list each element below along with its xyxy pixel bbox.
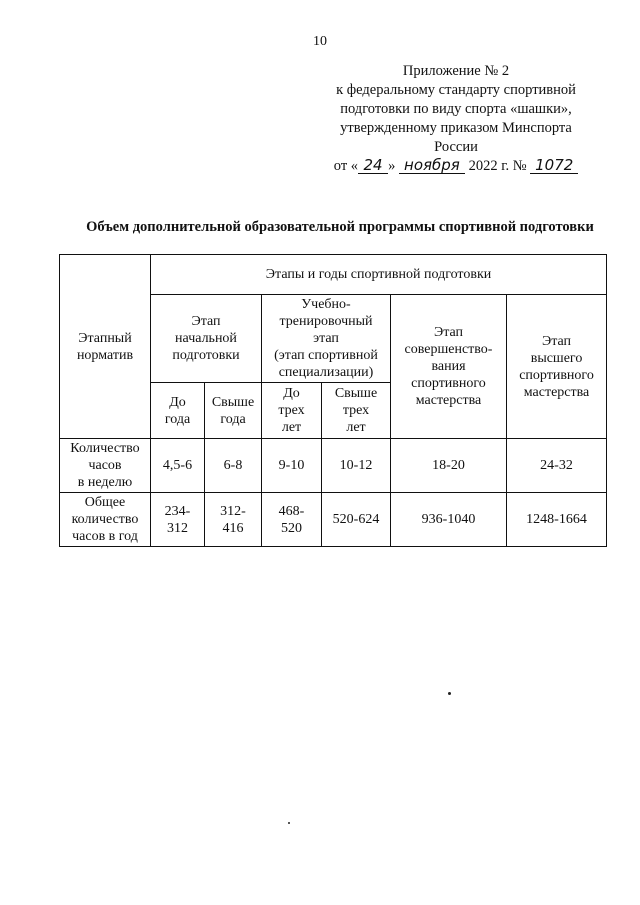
page-number: 10 [313,34,327,49]
volume-table [59,254,607,547]
order-prefix: от « [333,158,359,174]
appendix-title: Приложение № 2 [402,63,510,79]
table-cell: 936-1040 [391,493,507,547]
table-cell: 18-20 [391,439,507,493]
document-title: Объем дополнительной образовательной программы спортивной подготовки [86,219,594,235]
row-header-cell: Этапный норматив [60,255,151,439]
table-cell: 24-32 [507,439,607,493]
sub-initial-over-year: Свыше года [205,383,262,439]
appendix-line-4: России [434,139,478,155]
order-year: 2022 г. № [468,158,527,174]
sub-training-up-to-three: До трех лет [262,383,322,439]
order-mid: » [388,158,396,174]
group-header-cell: Этапы и годы спортивной подготовки [151,255,607,295]
order-day-handwritten: 24 [358,158,388,174]
table-cell: 520-624 [322,493,391,547]
order-line [306,157,606,176]
sub-training-over-three: Свыше трех лет [322,383,391,439]
table-cell: 9-10 [262,439,322,493]
scan-speck [288,822,290,824]
table-cell: 6-8 [205,439,262,493]
table-header-row-1 [60,255,607,295]
appendix-line-3: утвержденному приказом Минспорта [340,120,572,136]
sub-initial-up-to-year: До года [151,383,205,439]
table-cell: 312- 416 [205,493,262,547]
table-cell: 468- 520 [262,493,322,547]
table-row [60,493,607,547]
table-cell: 10-12 [322,439,391,493]
table-cell: 234- 312 [151,493,205,547]
scan-speck [448,692,451,695]
stage-training-header: Учебно- тренировочный этап (этап спортивной специализации) [262,295,391,383]
order-number-handwritten: 1072 [530,158,578,174]
appendix-block [306,62,606,176]
appendix-line-1: к федеральному стандарту спортивной [336,82,576,98]
stage-initial-header: Этап начальной подготовки [151,295,262,383]
stage-higher-header: Этап высшего спортивного мастерства [507,295,607,439]
row-label-hours-week: Количество часов в неделю [60,439,151,493]
row-label-hours-year: Общее количество часов в год [60,493,151,547]
table-cell: 4,5-6 [151,439,205,493]
table-row [60,439,607,493]
stage-improvement-header: Этап совершенство- вания спортивного мастерства [391,295,507,439]
appendix-line-2: подготовки по виду спорта «шашки», [340,101,572,117]
order-month-handwritten: ноября [399,158,465,174]
table-cell: 1248-1664 [507,493,607,547]
